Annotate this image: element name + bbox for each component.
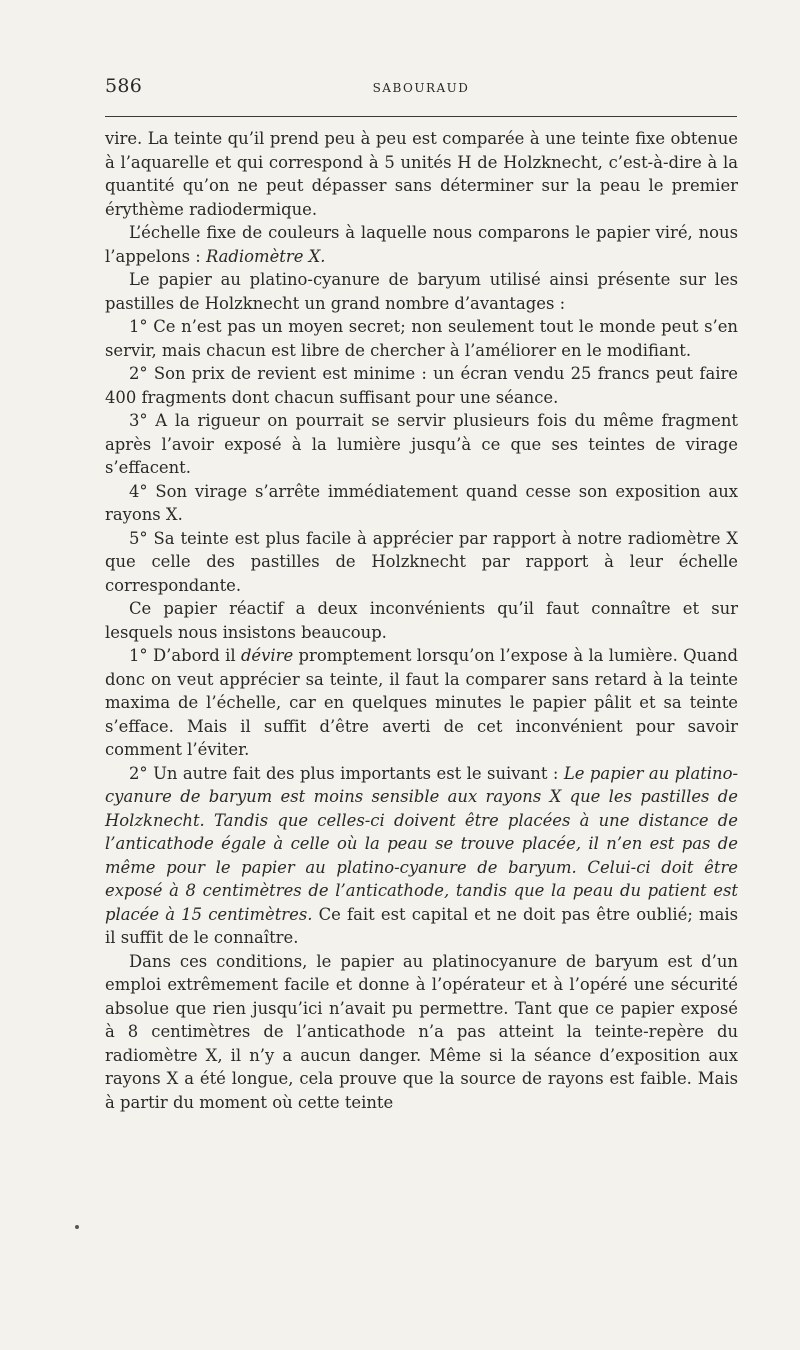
paragraph — [105, 644, 738, 762]
paragraph — [105, 362, 738, 409]
body-text — [105, 127, 738, 1114]
italic-text: Le papier au platino-cyanure de baryum est moins sensible aux rayons X que les pastilles de Holzknecht. Tandis que celles-ci doivent être placées à une distance de l’anticathode égale à celle où la peau se trouve placée, il n’en est pas de même pour le papier au platino-cyanure de baryum. Celui-ci doit être exposé à 8 centimètres de l’anticathode, tandis que la peau du patient est placée à 15 centimètres. — [105, 763, 739, 924]
text-span: vire. La teinte qu’il prend peu à peu est comparée à une teinte fixe obtenue à l’aquarelle et qui correspond à 5 unités H de Holzknecht, c’est-à-dire à la quantité qu’on ne peut dépasser sans déterminer sur la peau le premier érythème radiodermique. — [105, 129, 738, 219]
italic-text: dévire — [240, 646, 294, 665]
text-span: 1° D’abord il — [129, 646, 241, 665]
paragraph — [105, 268, 738, 315]
text-span: Ce papier réactif a deux inconvénients qu’il faut connaître et sur lesquels nous insistons beaucoup. — [105, 599, 738, 642]
text-span: promptement lorsqu’on l’expose à la lumière. Quand donc on veut apprécier sa teinte, il faut la comparer sans retard à la teinte maxima de l’échelle, car en quelques minutes le papier pâlit et sa teinte s’efface. Mais il suffit d’être averti de cet inconvénient pour savoir comment l’éviter. — [105, 646, 738, 759]
paragraph — [105, 950, 738, 1115]
page-number: 586 — [105, 75, 143, 97]
text-span: Le papier au platino-cyanure de baryum utilisé ainsi présente sur les pastilles de Holzknecht un grand nombre d’avantages : — [105, 270, 738, 313]
italic-text: Radiomètre X. — [205, 246, 326, 266]
paragraph — [105, 221, 738, 268]
text-span: Ce fait est capital et ne doit pas être oublié; mais il suffit de le connaître. — [105, 904, 738, 947]
paragraph — [105, 315, 738, 362]
text-span: 2° Son prix de revient est minime : un écran vendu 25 francs peut faire 400 fragments dont chacun suffisant pour une séance. — [105, 364, 738, 407]
text-span: 3° A la rigueur on pourrait se servir plusieurs fois du même fragment après l’avoir exposé à la lumière jusqu’à ce que ses teintes de virage s’effacent. — [105, 411, 738, 477]
header-rule — [105, 116, 737, 117]
paragraph — [105, 527, 738, 598]
paragraph — [105, 480, 738, 527]
page-header — [105, 75, 737, 105]
text-span: 2° Un autre fait des plus importants est le suivant : — [129, 763, 564, 783]
paragraph — [105, 409, 738, 480]
text-span: Dans ces conditions, le papier au platinocyanure de baryum est d’un emploi extrêmement facile et donne à l’opérateur et à l’opéré une sécurité absolue que rien jusqu’ici n’avait pu permettre. Tant que ce papier exposé à 8 centimètres de l’anticathode n’a pas atteint la teinte-repère du radiomètre X, il n’y a aucun danger. Même si la séance d’exposition aux rayons X a été longue, cela prouve que la source de rayons est faible. Mais à partir du moment où cette teinte — [105, 951, 738, 1112]
running-head: SABOURAUD — [372, 81, 470, 95]
margin-dot — [75, 1225, 79, 1229]
paragraph — [105, 127, 738, 221]
paragraph — [105, 597, 738, 644]
text-span: 5° Sa teinte est plus facile à apprécier par rapport à notre radiomètre X que celle des pastilles de Holzknecht par rapport à leur échelle correspondante. — [105, 528, 738, 595]
paragraph — [105, 762, 738, 950]
text-span: L’échelle fixe de couleurs à laquelle nous comparons le papier viré, nous l’appelons : — [105, 223, 738, 266]
text-span: 4° Son virage s’arrête immédiatement quand cesse son exposition aux rayons X. — [105, 481, 738, 524]
text-span: 1° Ce n’est pas un moyen secret; non seulement tout le monde peut s’en servir, mais chacun est libre de chercher à l’améliorer en le modifiant. — [105, 317, 738, 360]
